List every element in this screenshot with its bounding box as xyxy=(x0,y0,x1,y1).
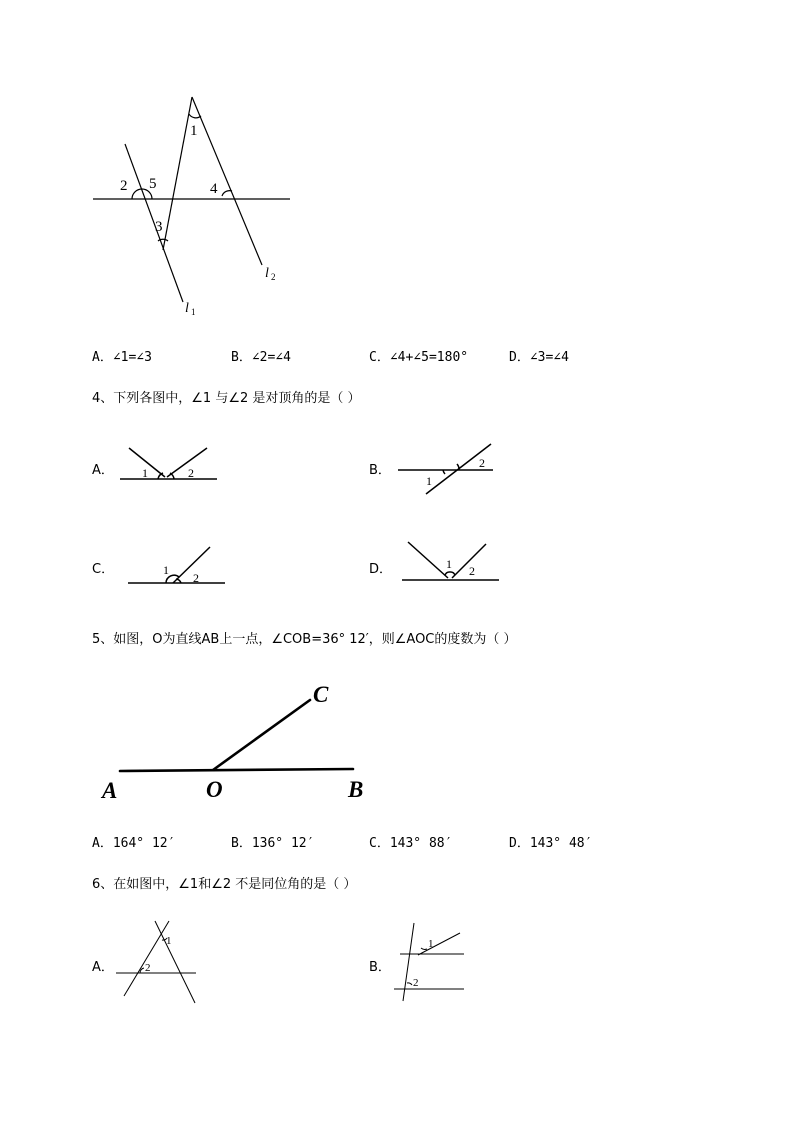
q4-figure-d xyxy=(398,538,504,584)
q4-option-b-letter: B． xyxy=(369,463,391,478)
q6-option-a-letter: A． xyxy=(92,960,114,975)
label-angle-2: 2 xyxy=(120,178,128,194)
q4-a-label-1: 1 xyxy=(142,466,148,480)
q4-c-label-2: 2 xyxy=(193,571,199,585)
q3-option-d: D．∠3=∠4 xyxy=(509,350,569,365)
q5-label-b: B xyxy=(348,777,364,802)
q5-option-b: B．136° 12′ xyxy=(231,836,315,851)
label-angle-5: 5 xyxy=(149,176,157,192)
label-line-l1-sub: 1 xyxy=(191,307,196,317)
q6-a-label-1: 1 xyxy=(166,935,172,947)
q4-figure-c xyxy=(123,542,233,588)
q4-option-c-letter: C． xyxy=(92,562,115,577)
q5-option-c: C．143° 88′ xyxy=(369,836,453,851)
q6-b-label-2: 2 xyxy=(413,977,419,989)
q4-option-d-letter: D． xyxy=(369,562,393,577)
q6-option-b-letter: B． xyxy=(369,960,391,975)
q3-option-b: B．∠2=∠4 xyxy=(231,350,291,365)
q5-option-d: D．143° 48′ xyxy=(509,836,593,851)
q6-figure-b xyxy=(390,918,470,1004)
q6-a-label-2: 2 xyxy=(145,962,151,974)
q5-option-a: A．164° 12′ xyxy=(92,836,176,851)
q4-d-label-2: 2 xyxy=(469,564,475,578)
q3-figure xyxy=(85,90,305,320)
q3-option-a: A．∠1=∠3 xyxy=(92,350,152,365)
q3-option-c: C．∠4+∠5=180° xyxy=(369,350,469,365)
label-angle-4: 4 xyxy=(210,181,218,197)
q4-d-label-1: 1 xyxy=(446,557,452,571)
label-angle-3: 3 xyxy=(155,219,163,235)
label-line-l2-sub: 2 xyxy=(271,272,276,282)
label-angle-1: 1 xyxy=(190,123,198,139)
q4-option-a-letter: A． xyxy=(92,463,114,478)
q5-question: 5、如图，O为直线AB上一点，∠COB=36° 12′，则∠AOC的度数为（ ） xyxy=(92,632,517,647)
label-line-l2: l xyxy=(265,266,269,281)
q4-question: 4、下列各图中，∠1 与∠2 是对顶角的是（ ） xyxy=(92,391,361,406)
q4-c-label-1: 1 xyxy=(163,563,169,577)
q4-figure-a xyxy=(115,442,225,486)
q4-b-label-1: 1 xyxy=(426,474,432,488)
q6-figure-a xyxy=(112,918,204,1008)
q5-label-o: O xyxy=(206,777,223,802)
q4-figure-b xyxy=(393,440,503,498)
label-line-l1: l xyxy=(185,301,189,316)
q6-question: 6、在如图中，∠1和∠2 不是同位角的是（ ） xyxy=(92,877,357,892)
q4-a-label-2: 2 xyxy=(188,466,194,480)
q4-b-label-2: 2 xyxy=(479,456,485,470)
q5-figure xyxy=(98,675,378,805)
q5-label-a: A xyxy=(102,778,118,803)
q5-label-c: C xyxy=(313,682,329,707)
q6-b-label-1: 1 xyxy=(428,938,434,950)
